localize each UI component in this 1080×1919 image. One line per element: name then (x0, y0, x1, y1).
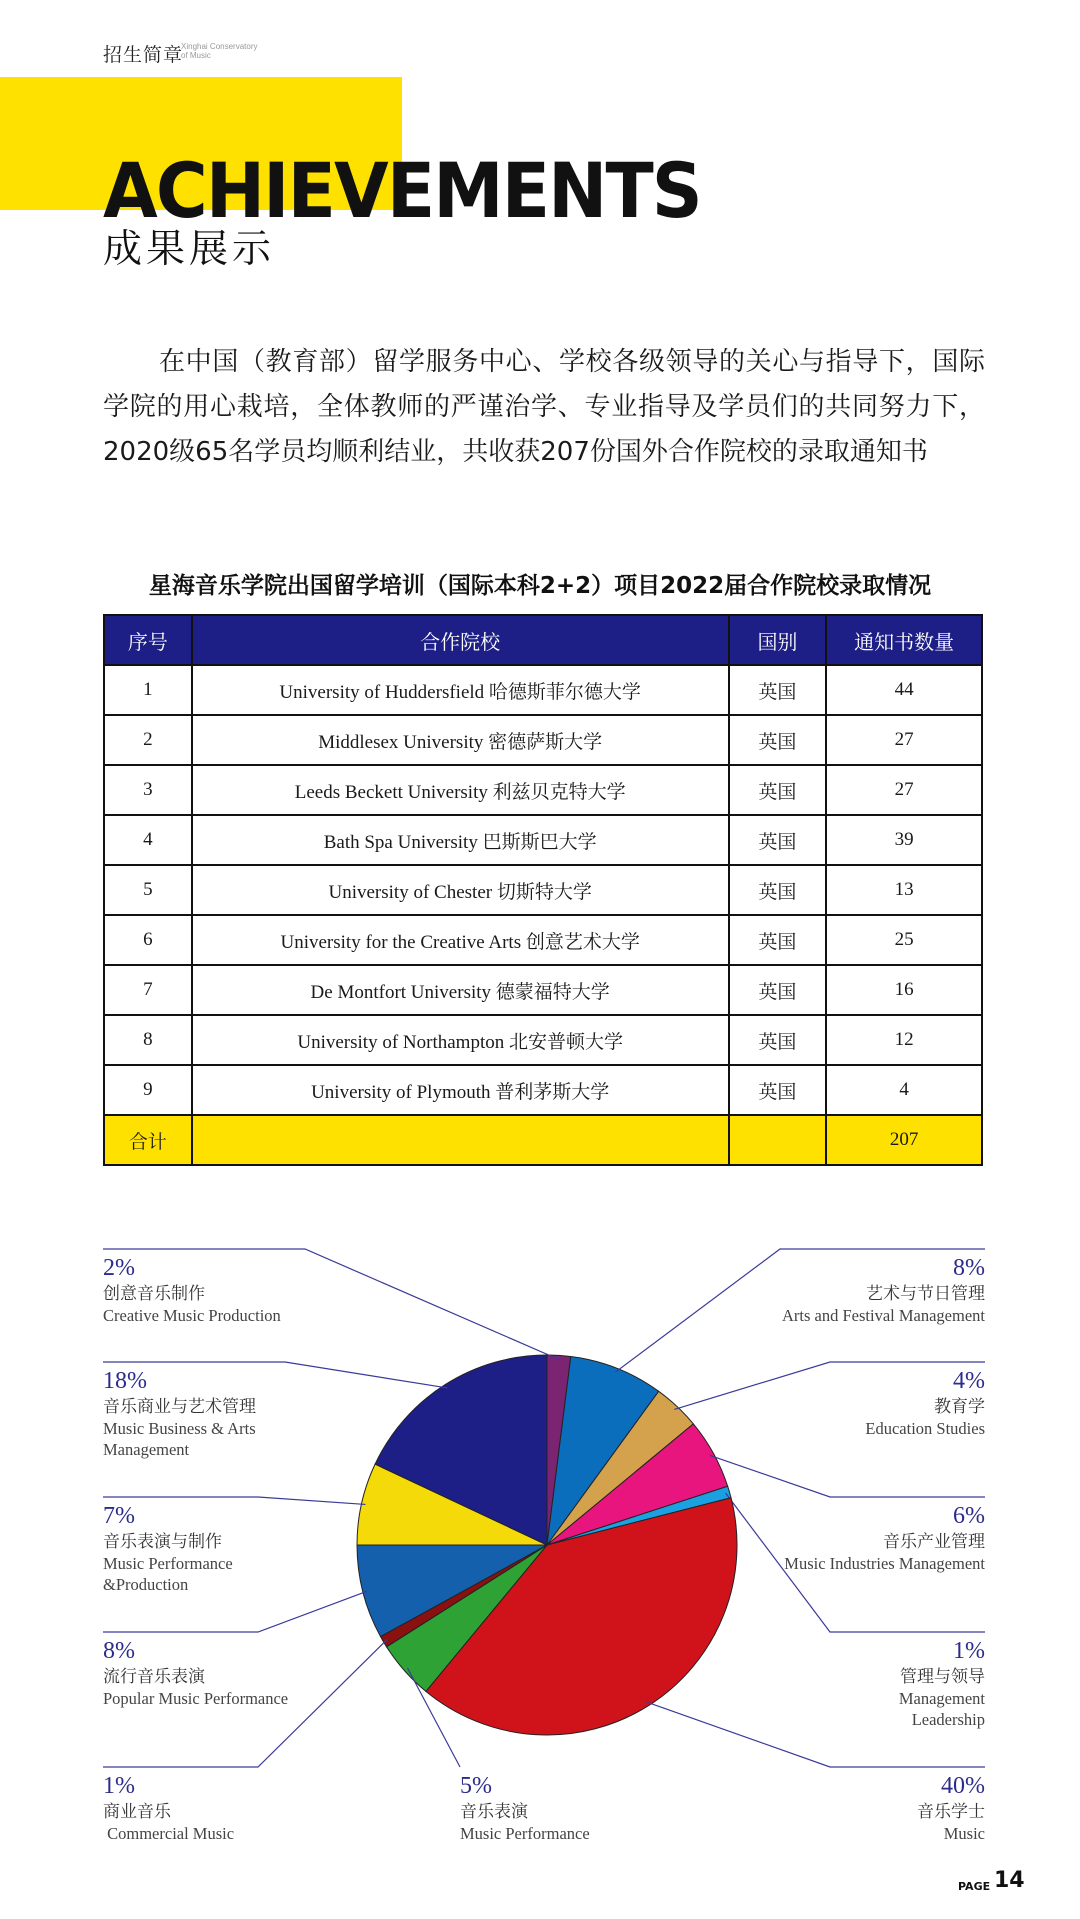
cell-number: 2 (104, 715, 192, 765)
cell-number: 5 (104, 865, 192, 915)
cell-country: 英国 (729, 765, 827, 815)
slice-label (103, 1636, 288, 1709)
leader-line (103, 1591, 367, 1632)
page-label: PAGE (958, 1880, 991, 1893)
intro-paragraph: 在中国（教育部）留学服务中心、学校各级领导的关心与指导下，国际学院的用心栽培，全体教师的严谨治学、专业指导及学员们的共同努力下，2020级65名学员均顺利结业，共收获207份国外合作院校的录取通知书 (103, 347, 985, 467)
total-row (104, 1115, 982, 1165)
slice-name-en: Music Business & Arts (103, 1419, 256, 1438)
cell-country: 英国 (729, 815, 827, 865)
slice-name-en: Arts and Festival Management (782, 1306, 985, 1325)
cell-count: 27 (826, 765, 982, 815)
page-number: 14 (994, 1868, 1025, 1893)
slice-label (103, 1366, 256, 1460)
slice-name-en: Management (103, 1440, 190, 1459)
header-school: 合作院校 (192, 615, 729, 665)
table-title: 星海音乐学院出国留学培训（国际本科2+2）项目2022届合作院校录取情况 (148, 573, 932, 599)
section-title-en: ACHIEVEMENTS (103, 146, 701, 235)
cell-country: 英国 (729, 715, 827, 765)
slice-name-cn: 管理与领导 (900, 1667, 985, 1687)
slice-percent: 40% (941, 1773, 985, 1799)
table-row (104, 965, 982, 1015)
admissions-table (103, 614, 983, 1166)
table-row (104, 715, 982, 765)
cell-school: Middlesex University 密德萨斯大学 (192, 715, 729, 765)
cell-country: 英国 (729, 865, 827, 915)
table-row (104, 665, 982, 715)
slice-percent: 5% (460, 1773, 492, 1799)
cell-count: 25 (826, 915, 982, 965)
cell-country: 英国 (729, 665, 827, 715)
table-row (104, 765, 982, 815)
slice-name-en: Music Performance (460, 1824, 590, 1843)
slice-percent: 8% (103, 1638, 135, 1664)
slice-label (782, 1253, 985, 1326)
header-country: 国别 (729, 615, 827, 665)
slice-name-en: Music (943, 1824, 985, 1843)
cell-number: 7 (104, 965, 192, 1015)
cell-count: 4 (826, 1065, 982, 1115)
cell-number: 3 (104, 765, 192, 815)
cell-count: 12 (826, 1015, 982, 1065)
slice-percent: 7% (103, 1503, 135, 1529)
slice-label (917, 1771, 985, 1844)
cell-number: 9 (104, 1065, 192, 1115)
cell-count: 39 (826, 815, 982, 865)
slice-name-cn: 音乐商业与艺术管理 (103, 1397, 256, 1417)
slice-name-en: Creative Music Production (103, 1306, 281, 1325)
slice-name-en: Music Industries Management (784, 1554, 985, 1573)
section-title-cn: 成果展示 (103, 227, 276, 272)
cell-number: 1 (104, 665, 192, 715)
slice-name-cn: 音乐表演与制作 (103, 1532, 222, 1552)
slice-label (865, 1366, 985, 1439)
total-empty-school (192, 1115, 729, 1165)
slice-percent: 18% (103, 1368, 147, 1394)
cell-school: De Montfort University 德蒙福特大学 (192, 965, 729, 1015)
table-header-row (104, 615, 982, 665)
slice-name-en: Commercial Music (103, 1824, 235, 1843)
cell-school: University of Northampton 北安普顿大学 (192, 1015, 729, 1065)
slice-name-cn: 流行音乐表演 (103, 1667, 205, 1687)
cell-school: Bath Spa University 巴斯斯巴大学 (192, 815, 729, 865)
slice-name-en: Music Performance (103, 1554, 233, 1573)
cell-count: 13 (826, 865, 982, 915)
table-row (104, 1015, 982, 1065)
slice-name-en: Popular Music Performance (103, 1689, 289, 1708)
slice-percent: 1% (103, 1773, 135, 1799)
slice-name-cn: 商业音乐 (103, 1802, 171, 1822)
slice-name-cn: 教育学 (934, 1397, 985, 1417)
header-number: 序号 (104, 615, 192, 665)
slice-percent: 1% (953, 1638, 985, 1664)
total-label: 合计 (104, 1115, 192, 1165)
table-row (104, 1065, 982, 1115)
cell-country: 英国 (729, 1015, 827, 1065)
cell-count: 27 (826, 715, 982, 765)
school-name (181, 42, 291, 60)
school-name-line2: of Music (181, 51, 211, 60)
slice-label (899, 1636, 985, 1730)
slice-label (103, 1501, 233, 1595)
leader-line (710, 1455, 985, 1497)
slice-name-cn: 音乐表演 (460, 1802, 528, 1822)
slice-name-cn: 音乐学士 (917, 1802, 985, 1822)
cell-school: University of Chester 切斯特大学 (192, 865, 729, 915)
slice-label (460, 1771, 590, 1844)
school-name-line1: Xinghai Conservatory (181, 42, 258, 51)
table-row (104, 915, 982, 965)
table-row (104, 865, 982, 915)
slice-percent: 4% (953, 1368, 985, 1394)
slice-percent: 2% (103, 1255, 135, 1281)
brochure-title: 招生简章 (103, 44, 184, 66)
total-empty-country (729, 1115, 827, 1165)
header-count: 通知书数量 (826, 615, 982, 665)
cell-school: University of Huddersfield 哈德斯菲尔德大学 (192, 665, 729, 715)
table-row (104, 815, 982, 865)
slice-name-en: Management (898, 1689, 985, 1708)
cell-number: 4 (104, 815, 192, 865)
slice-name-cn: 艺术与节日管理 (866, 1284, 985, 1304)
slice-label (103, 1771, 234, 1844)
slice-name-cn: 音乐产业管理 (883, 1532, 985, 1552)
slice-name-en: &Production (103, 1575, 189, 1594)
slice-name-en: Leadership (911, 1710, 985, 1729)
cell-school: Leeds Beckett University 利兹贝克特大学 (192, 765, 729, 815)
cell-school: University of Plymouth 普利茅斯大学 (192, 1065, 729, 1115)
slice-percent: 6% (953, 1503, 985, 1529)
slice-label (103, 1253, 281, 1326)
cell-country: 英国 (729, 1065, 827, 1115)
cell-country: 英国 (729, 915, 827, 965)
cell-number: 8 (104, 1015, 192, 1065)
cell-count: 16 (826, 965, 982, 1015)
cell-school: University for the Creative Arts 创意艺术大学 (192, 915, 729, 965)
slice-name-cn: 创意音乐制作 (103, 1284, 205, 1304)
cell-number: 6 (104, 915, 192, 965)
cell-count: 44 (826, 665, 982, 715)
total-count: 207 (826, 1115, 982, 1165)
slice-percent: 8% (953, 1255, 985, 1281)
slice-label (784, 1501, 985, 1574)
slice-name-en: Education Studies (865, 1419, 985, 1438)
cell-country: 英国 (729, 965, 827, 1015)
